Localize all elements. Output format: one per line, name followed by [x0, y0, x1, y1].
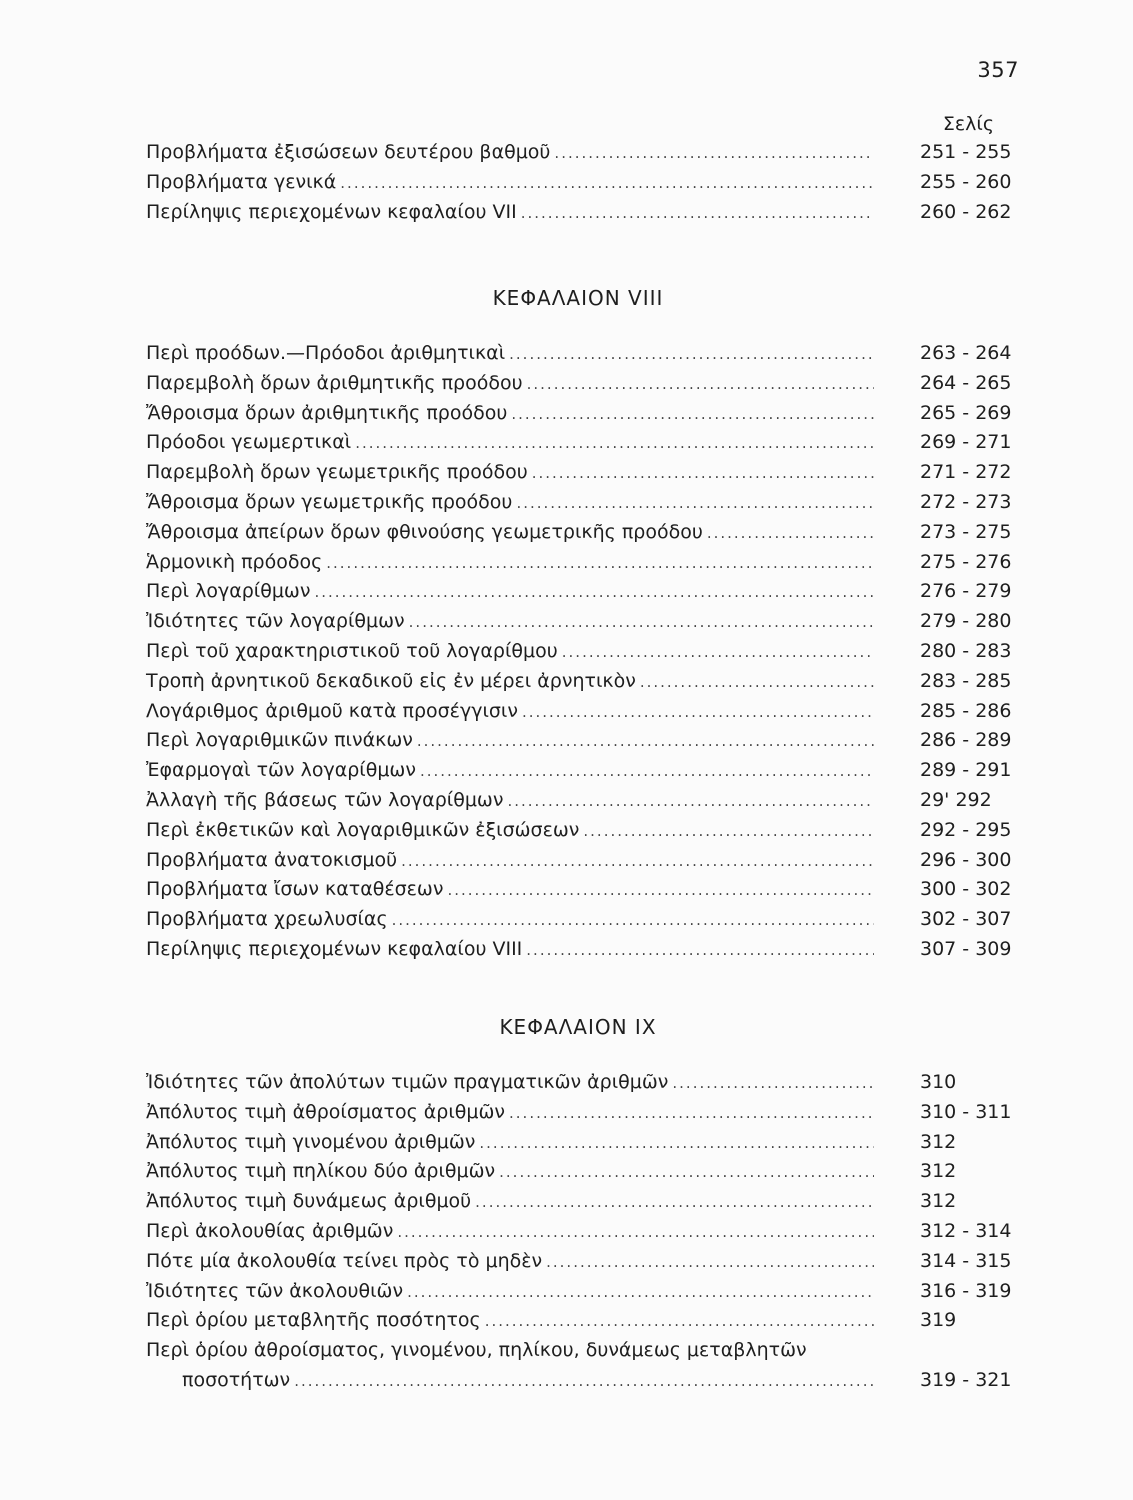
toc-entry-pages: 283 - 285 — [920, 669, 1012, 692]
leader-dots — [326, 549, 874, 579]
toc-entry — [146, 168, 1020, 198]
leader-dots — [507, 787, 874, 817]
toc-entry-title: Ἄθροισμα ἀπείρων ὅρων φθινούσης γεωμετρικῆς προόδου — [146, 520, 703, 543]
toc-entry-pages: 302 - 307 — [920, 908, 1012, 931]
toc-entry-title: Ἀπόλυτος τιμὴ ἀθροίσματος ἀριθμῶν — [146, 1100, 506, 1123]
leader-dots — [479, 1129, 874, 1159]
toc-entry-pages: 272 - 273 — [920, 490, 1012, 513]
leader-dots — [526, 936, 874, 966]
toc-entry — [146, 607, 1020, 637]
toc-entry — [146, 846, 1020, 876]
toc-entry-title: Περὶ ὁρίου μεταβλητῆς ποσότητος — [146, 1309, 481, 1332]
toc-entry — [146, 1157, 1020, 1187]
toc-entry — [146, 399, 1020, 429]
leader-dots — [532, 459, 874, 489]
toc-entry-pages: 307 - 309 — [920, 937, 1012, 960]
toc-entry — [146, 786, 1020, 816]
toc-entry — [146, 1336, 1020, 1397]
leader-dots — [509, 1099, 874, 1129]
toc-entry-title: Ἐφαρμογαὶ τῶν λογαρίθμων — [146, 759, 416, 782]
leader-dots — [420, 757, 874, 787]
leader-dots — [511, 400, 874, 430]
toc-entry-pages: 275 - 276 — [920, 550, 1012, 573]
toc-entry-pages: 276 - 279 — [920, 580, 1012, 603]
toc-entry-title: Παρεμβολὴ ὅρων ἀριθμητικῆς προόδου — [146, 371, 523, 394]
toc-entry-title: Πρόοδοι γεωμερτικαὶ — [146, 431, 352, 454]
toc-entry-pages: 292 - 295 — [920, 818, 1012, 841]
toc-entry — [146, 1098, 1020, 1128]
leader-dots — [499, 1158, 874, 1188]
toc-entry — [146, 726, 1020, 756]
toc-entry — [146, 428, 1020, 458]
toc-entry-pages: 319 — [920, 1309, 957, 1332]
chapter-title: ΚΕΦΑΛΑΙΟΝ IX — [499, 1015, 657, 1039]
toc-entry — [146, 548, 1020, 578]
toc-entry-title: Λογάριθμος ἀριθμοῦ κατὰ προσέγγισιν — [146, 699, 518, 722]
toc-entry-pages: 300 - 302 — [920, 878, 1012, 901]
toc-entry-title: Προβλήματα γενικά — [146, 170, 337, 193]
toc-entry-title: Προβλήματα χρεωλυσίας — [146, 908, 388, 931]
toc-section-chapter-8 — [146, 283, 1020, 965]
toc-entry — [146, 1217, 1020, 1247]
toc-entry — [146, 138, 1020, 168]
leader-dots — [546, 1248, 874, 1278]
toc-list — [146, 138, 1020, 227]
leader-dots — [355, 429, 874, 459]
toc-entry-pages: 271 - 272 — [920, 461, 1012, 484]
toc-section-chapter-9 — [146, 1012, 1020, 1397]
toc-entry — [146, 756, 1020, 786]
toc-entry — [146, 339, 1020, 369]
toc-entry-pages: 312 — [920, 1190, 957, 1213]
toc-entry-title: Περὶ προόδων.—Πρόοδοι ἀριθμητικαὶ — [146, 342, 506, 364]
leader-dots — [401, 847, 874, 877]
toc-entry-title: Ἄθροισμα ὅρων γεωμετρικῆς προόδου — [146, 490, 513, 513]
toc-entry-pages: 310 — [920, 1071, 957, 1093]
leader-dots — [640, 668, 874, 698]
toc-entry-pages: 286 - 289 — [920, 729, 1012, 752]
toc-entry-title: Ἀπόλυτος τιμὴ δυνάμεως ἀριθμοῦ — [146, 1190, 472, 1213]
toc-entry-pages: 312 - 314 — [920, 1219, 1012, 1242]
leader-dots — [397, 1218, 874, 1248]
toc-list — [146, 1068, 1020, 1397]
toc-entry-pages: 310 - 311 — [920, 1100, 1012, 1123]
toc-entry-title: Περίληψις περιεχομένων κεφαλαίου VII — [146, 200, 517, 223]
toc-entry — [146, 1306, 1020, 1336]
toc-entry-title: Περὶ λογαριθμικῶν πινάκων — [146, 729, 413, 752]
toc-entry-title: Περὶ ὁρίου ἀθροίσματος, γινομένου, πηλίκου, δυνάμεως μεταβλητῶν — [146, 1339, 807, 1362]
toc-entry — [146, 369, 1020, 399]
leader-dots — [314, 578, 874, 608]
toc-entry — [146, 637, 1020, 667]
toc-entry-pages: 251 - 255 — [920, 141, 1012, 163]
leader-dots — [522, 698, 874, 728]
toc-entry — [146, 577, 1020, 607]
leader-dots — [475, 1188, 874, 1218]
toc-entry-title: Ἰδιότητες τῶν ἀπολύτων τιμῶν πραγματικῶν ἀριθμῶν — [146, 1071, 669, 1093]
toc-entry-title: Παρεμβολὴ ὅρων γεωμετρικῆς προόδου — [146, 461, 528, 484]
toc-entry-title: Ἀπόλυτος τιμὴ πηλίκου δύο ἀριθμῶν — [146, 1160, 496, 1183]
toc-list — [146, 339, 1020, 965]
toc-entry — [146, 518, 1020, 548]
toc-entry-title: Ἰδιότητες τῶν ἀκολουθιῶν — [146, 1279, 404, 1302]
toc-entry-title: Ἀλλαγὴ τῆς βάσεως τῶν λογαρίθμων — [146, 788, 504, 811]
toc-entry-pages: 316 - 319 — [920, 1279, 1012, 1302]
leader-dots — [583, 817, 874, 847]
leader-dots — [516, 489, 874, 519]
toc-entry — [146, 667, 1020, 697]
toc-entry-title: Περὶ ἀκολουθίας ἀριθμῶν — [146, 1219, 394, 1242]
toc-entry-title: Πότε μία ἀκολουθία τείνει πρὸς τὸ μηδὲν — [146, 1249, 543, 1272]
leader-dots — [527, 370, 874, 400]
toc-entry-pages: 255 - 260 — [920, 170, 1012, 193]
toc-entry — [146, 198, 1020, 228]
toc-entry-pages: 29' 292 — [920, 788, 992, 811]
toc-entry-pages: 312 — [920, 1130, 957, 1153]
toc-entry-title: Περὶ τοῦ χαρακτηριστικοῦ τοῦ λογαρίθμου — [146, 639, 558, 662]
toc-entry — [146, 816, 1020, 846]
leader-dots — [340, 169, 874, 199]
toc-section-chapter-7-end — [146, 110, 1020, 227]
toc-entry-title: Προβλήματα ἀνατοκισμοῦ — [146, 848, 398, 871]
toc-entry-title: Τροπὴ ἀρνητικοῦ δεκαδικοῦ εἰς ἐν μέρει ἀρνητικὸν — [146, 669, 636, 692]
leader-dots — [294, 1367, 874, 1397]
toc-entry-title-cont: ποσοτήτων — [182, 1368, 291, 1391]
toc-entry-pages: 319 - 321 — [920, 1368, 1012, 1391]
toc-entry — [146, 458, 1020, 488]
pages-column-header: Σελίς — [942, 113, 994, 135]
toc-entry — [146, 905, 1020, 935]
toc-entry-title: Ἄθροισμα ὅρων ἀριθμητικῆς προόδου — [146, 401, 508, 424]
toc-entry-title: Ἁρμονικὴ πρόοδος — [146, 550, 323, 573]
toc-entry-title: Προβλήματα ἐξισώσεων δευτέρου βαθμοῦ — [146, 141, 551, 163]
leader-dots — [562, 638, 874, 668]
chapter-title: ΚΕΦΑΛΑΙΟΝ VIII — [492, 286, 664, 310]
toc-entry-title: Περίληψις περιεχομένων κεφαλαίου VIII — [146, 937, 523, 960]
leader-dots — [672, 1069, 874, 1099]
toc-entry-continuation — [146, 1366, 1020, 1397]
toc-entry-title: Ἰδιότητες τῶν λογαρίθμων — [146, 610, 405, 633]
toc-entry — [146, 488, 1020, 518]
leader-dots — [407, 1278, 874, 1308]
toc-entry-pages: 279 - 280 — [920, 610, 1012, 633]
toc-entry — [146, 875, 1020, 905]
toc-entry — [146, 1187, 1020, 1217]
leader-dots — [521, 199, 874, 229]
toc-entry-pages: 260 - 262 — [920, 200, 1012, 223]
leader-dots — [392, 906, 874, 936]
toc-entry-pages: 314 - 315 — [920, 1249, 1012, 1272]
toc-entry — [146, 1128, 1020, 1158]
toc-entry — [146, 1247, 1020, 1277]
toc-entry-title: Προβλήματα ἴσων καταθέσεων — [146, 878, 444, 901]
leader-dots — [417, 727, 874, 757]
leader-dots — [554, 139, 874, 169]
toc-entry-pages: 289 - 291 — [920, 759, 1012, 782]
toc-entry-pages: 264 - 265 — [920, 371, 1012, 394]
leader-dots — [485, 1307, 874, 1337]
leader-dots — [707, 519, 874, 549]
toc-entry-pages: 265 - 269 — [920, 401, 1012, 424]
toc-entry-pages: 273 - 275 — [920, 520, 1012, 543]
leader-dots — [509, 340, 874, 370]
page-number: 357 — [977, 58, 1019, 82]
toc-entry-title: Περὶ λογαρίθμων — [146, 580, 311, 603]
toc-entry — [146, 697, 1020, 727]
toc-entry — [146, 935, 1020, 965]
toc-entry-pages: 312 — [920, 1160, 957, 1183]
toc-entry-pages: 285 - 286 — [920, 699, 1012, 722]
toc-entry — [146, 1068, 1020, 1098]
toc-entry-pages: 263 - 264 — [920, 342, 1012, 364]
toc-entry — [146, 1277, 1020, 1307]
toc-entry-pages: 296 - 300 — [920, 848, 1012, 871]
leader-dots — [409, 608, 874, 638]
toc-entry-pages: 269 - 271 — [920, 431, 1012, 454]
toc-entry-title: Ἀπόλυτος τιμὴ γινομένου ἀριθμῶν — [146, 1130, 476, 1153]
leader-dots — [447, 876, 874, 906]
toc-entry-pages: 280 - 283 — [920, 639, 1012, 662]
toc-entry-title: Περὶ ἐκθετικῶν καὶ λογαριθμικῶν ἐξισώσεων — [146, 818, 580, 841]
